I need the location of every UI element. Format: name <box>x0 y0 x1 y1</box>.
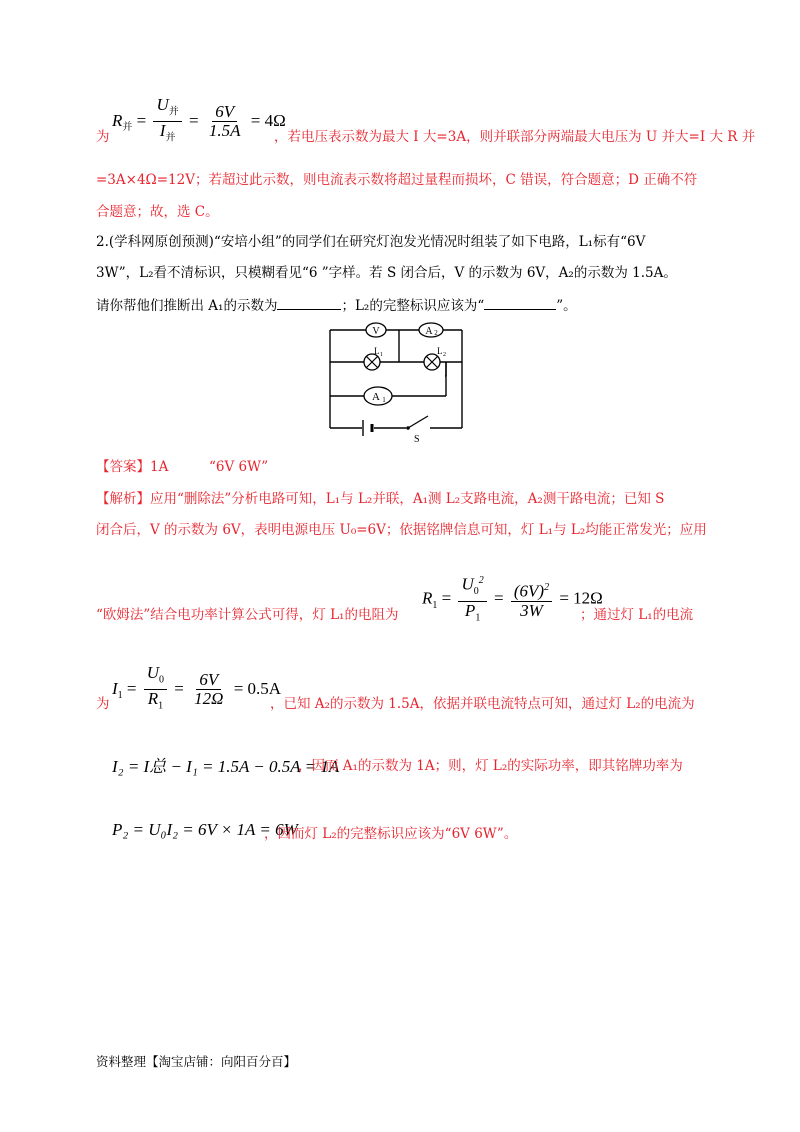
svg-text:L: L <box>374 346 380 356</box>
analysis-para-line-1: 【解析】应用“删除法”分析电路可知，L₁与 L₂并联，A₁测 L₂支路电流，A₂测干路电流；已知 S <box>96 491 665 507</box>
answer-blank-a1 <box>277 297 341 310</box>
svg-text:S: S <box>414 434 420 442</box>
analysis-para-line-5: ，因而 A₁的示数为 1A；则，灯 L₂的实际功率，即其铭牌功率为 <box>298 758 683 774</box>
analysis-para-line-2: 闭合后，V 的示数为 6V，表明电源电压 U₀=6V；依据铭牌信息可知，灯 L₁与 L₂均能正常发光；应用 <box>96 522 707 538</box>
analysis-line-1-rest: ，若电压表示数为最大 I 大=3A，则并联部分两端最大电压为 U 并大=I 大 R 并 <box>274 129 756 145</box>
r1-formula: $R_1$ = $\frac{U_0^2}{P_1}$ = $\frac{(6V)^2}{3W}$ = 12Ω <box>422 572 603 627</box>
svg-text:A: A <box>425 326 433 337</box>
ammeter-a2-icon <box>419 323 443 337</box>
svg-text:A: A <box>372 391 380 403</box>
question-line-2: 3W”，L₂看不清标识，只模糊看见“6 ”字样。若 S 闭合后，V 的示数为 6V，A₂的示数为 1.5A。 <box>96 265 677 281</box>
i1-formula: $I_1$ = $\frac{U_0}{R_1}$ = $\frac{6V}{12\Omega}$ = 0.5A <box>112 663 282 712</box>
r-parallel-formula: $R_并$ = $\frac{U_并}{I_并}$ = $\frac{6V}{1.5A}$ = 4Ω <box>112 95 286 144</box>
svg-text:L: L <box>437 346 443 356</box>
analysis-para-line-3b: ；通过灯 L₁的电流 <box>580 607 694 623</box>
circuit-diagram <box>320 318 480 442</box>
analysis-para-line-3a: “欧姆法”结合电功率计算公式可得，灯 L₁的电阻为 <box>96 607 399 623</box>
i2-formula: I₂ = I总 − I₁ = 1.5A − 0.5A = 1A <box>112 757 340 776</box>
question-line-1: 2.(学科网原创预测)“安培小组”的同学们在研究灯泡发光情况时组装了如下电路，L₁标有“6V <box>96 234 646 250</box>
lamp-l1-icon <box>364 346 383 370</box>
svg-text:1: 1 <box>382 396 386 404</box>
svg-text:1: 1 <box>380 352 383 358</box>
analysis-line-3: 合题意；故，选 C。 <box>96 204 219 220</box>
analysis-wei-label: 为 <box>96 696 110 712</box>
analysis-line-2: =3A×4Ω=12V；若超过此示数，则电流表示数将超过量程而损坏，C 错误，符合题意；D 正确不符 <box>96 172 698 188</box>
page-footer: 资料整理【淘宝店铺：向阳百分百】 <box>96 1054 297 1069</box>
answer-label: 【答案】1A <box>96 459 169 475</box>
answer-blank-l2 <box>484 297 556 310</box>
svg-text:2: 2 <box>434 329 438 337</box>
svg-text:V: V <box>372 326 380 337</box>
ammeter-a1-icon <box>364 387 392 405</box>
svg-text:2: 2 <box>443 352 446 358</box>
switch-icon <box>406 416 428 442</box>
p2-formula: P₂ = U₀I₂ = 6V × 1A = 6W <box>112 820 298 839</box>
question-line-3: 请你帮他们推断出 A₁的示数为 ；L₂的完整标识应该为“ ”。 <box>96 298 577 314</box>
answer-value: “6V 6W” <box>209 459 269 475</box>
lamp-l2-icon <box>424 346 446 370</box>
analysis-para-line-6: ，因而灯 L₂的完整标识应该为“6V 6W”。 <box>264 826 518 842</box>
voltmeter-icon <box>366 323 386 337</box>
analysis-para-line-4: ，已知 A₂的示数为 1.5A，依据并联电流特点可知，通过灯 L₂的电流为 <box>270 696 695 712</box>
battery-icon <box>363 420 372 436</box>
wei-label: 为 <box>96 129 110 145</box>
